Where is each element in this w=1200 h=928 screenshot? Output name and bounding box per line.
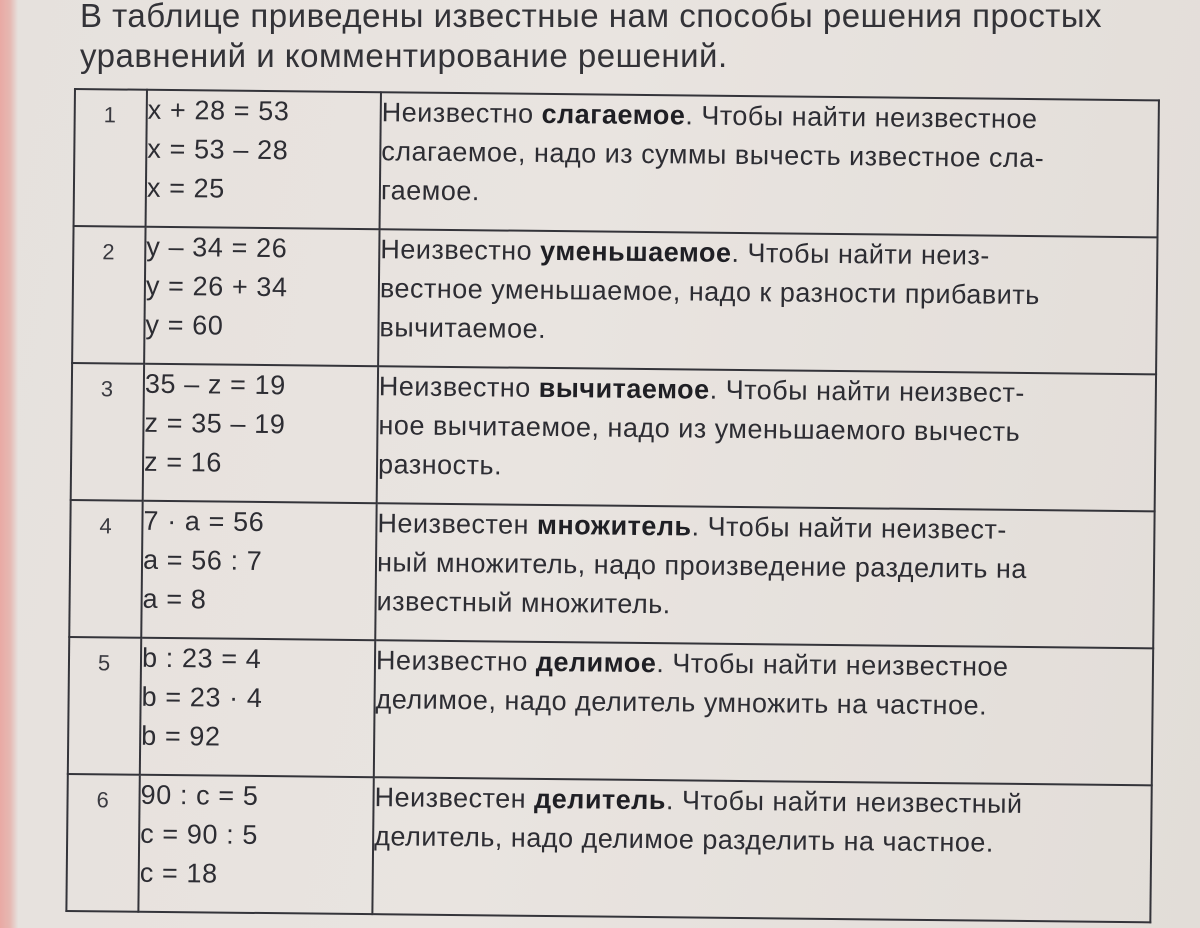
- rule-suffix: . Чтобы найти неизвест-: [709, 374, 1026, 408]
- rule-suffix: . Чтобы найти неизвест-: [691, 511, 1007, 545]
- table-row: [69, 500, 1154, 648]
- rule-term: слагаемое: [541, 98, 686, 131]
- equation-line: b = 92: [141, 720, 221, 752]
- table-row: [72, 226, 1157, 374]
- intro-line: В таблице приведены известные нам способы решения простых: [80, 0, 1103, 34]
- intro-text: [80, 0, 1180, 76]
- equation-cell: [141, 501, 376, 640]
- rule-line: вестное уменьшаемое, надо к разности прибавить: [379, 273, 1040, 311]
- equation-cell: [144, 227, 379, 366]
- rule-prefix: Неизвестно: [375, 645, 537, 677]
- table-row: [66, 774, 1151, 922]
- rule-term: делимое: [535, 646, 657, 679]
- rule-line: слагаемое, надо из суммы вычесть известное сла-: [381, 136, 1045, 174]
- rule-prefix: Неизвестно: [380, 234, 541, 266]
- rule-suffix: . Чтобы найти неизвестное: [656, 648, 1009, 682]
- equation-line: a = 56 : 7: [142, 544, 263, 576]
- rule-cell: [378, 229, 1157, 374]
- rule-line: ное вычитаемое, надо из уменьшаемого вычесть: [378, 410, 1021, 447]
- row-number: 6: [96, 787, 109, 813]
- table-row: [74, 89, 1159, 237]
- rule-line: вычитаемое.: [379, 312, 547, 344]
- row-number-cell: [69, 500, 142, 638]
- rule-line: разность.: [377, 449, 503, 481]
- equation-line: z = 35 – 19: [144, 407, 286, 440]
- rule-cell: [377, 366, 1156, 511]
- page-edge: [0, 0, 18, 928]
- equation-line: b : 23 = 4: [141, 642, 262, 674]
- rule-prefix: Неизвестно: [381, 97, 542, 129]
- equation-cell: [143, 364, 378, 503]
- rule-suffix: . Чтобы найти неиз-: [731, 237, 990, 271]
- rule-term: делитель: [533, 783, 667, 816]
- equation-line: x + 28 = 53: [147, 94, 290, 127]
- equation-line: y = 60: [145, 309, 224, 341]
- rule-term: уменьшаемое: [539, 235, 732, 268]
- equation-cell: [138, 775, 373, 914]
- row-number: 2: [102, 239, 115, 265]
- row-number-cell: [66, 774, 139, 912]
- equation-line: y – 34 = 26: [146, 231, 288, 264]
- row-number-cell: [68, 637, 141, 775]
- row-number: 3: [100, 376, 114, 402]
- rule-prefix: Неизвестен: [374, 782, 535, 814]
- equation-line: z = 16: [143, 446, 223, 478]
- rule-line: делитель, надо делимое разделить на частное.: [374, 821, 995, 858]
- row-number: 1: [103, 102, 117, 128]
- rule-prefix: Неизвестно: [378, 371, 539, 403]
- rule-line: делимое, надо делитель умножить на частное.: [375, 684, 988, 721]
- rule-suffix: . Чтобы найти неизвестный: [665, 785, 1023, 819]
- rule-prefix: Неизвестен: [377, 508, 538, 540]
- rule-cell: [380, 92, 1159, 237]
- methods-table-wrap: [65, 88, 1160, 923]
- equation-line: c = 18: [139, 857, 218, 889]
- rule-suffix: . Чтобы найти неизвестное: [685, 100, 1038, 135]
- rule-cell: [374, 640, 1153, 785]
- row-number-cell: [71, 363, 144, 501]
- equation-line: b = 23 · 4: [141, 681, 263, 714]
- row-number-cell: [72, 226, 145, 364]
- row-number: 5: [97, 650, 111, 676]
- rule-term: вычитаемое: [538, 372, 710, 405]
- rule-term: множитель: [536, 509, 692, 542]
- equation-line: 7 · a = 56: [143, 505, 265, 538]
- rule-cell: [372, 777, 1151, 922]
- table-row: [71, 363, 1156, 511]
- rule-line: ный множитель, надо произведение разделить на: [376, 547, 1028, 585]
- equation-line: 35 – z = 19: [144, 368, 287, 401]
- table-row: [68, 637, 1153, 785]
- rule-line: известный множитель.: [376, 586, 671, 620]
- row-number-cell: [74, 89, 147, 227]
- row-number: 4: [99, 513, 112, 539]
- equation-line: a = 8: [142, 583, 207, 615]
- intro-line: уравнений и комментирование решений.: [80, 37, 728, 74]
- equation-line: 90 : c = 5: [140, 779, 259, 811]
- rule-cell: [375, 503, 1154, 648]
- equation-line: y = 26 + 34: [145, 270, 288, 303]
- equation-methods-table: [65, 88, 1160, 923]
- equation-line: x = 25: [146, 172, 226, 204]
- equation-line: c = 90 : 5: [140, 818, 259, 850]
- equation-line: x = 53 – 28: [147, 133, 289, 166]
- rule-line: гаемое.: [380, 175, 480, 207]
- equation-cell: [146, 90, 381, 229]
- equation-cell: [140, 638, 375, 777]
